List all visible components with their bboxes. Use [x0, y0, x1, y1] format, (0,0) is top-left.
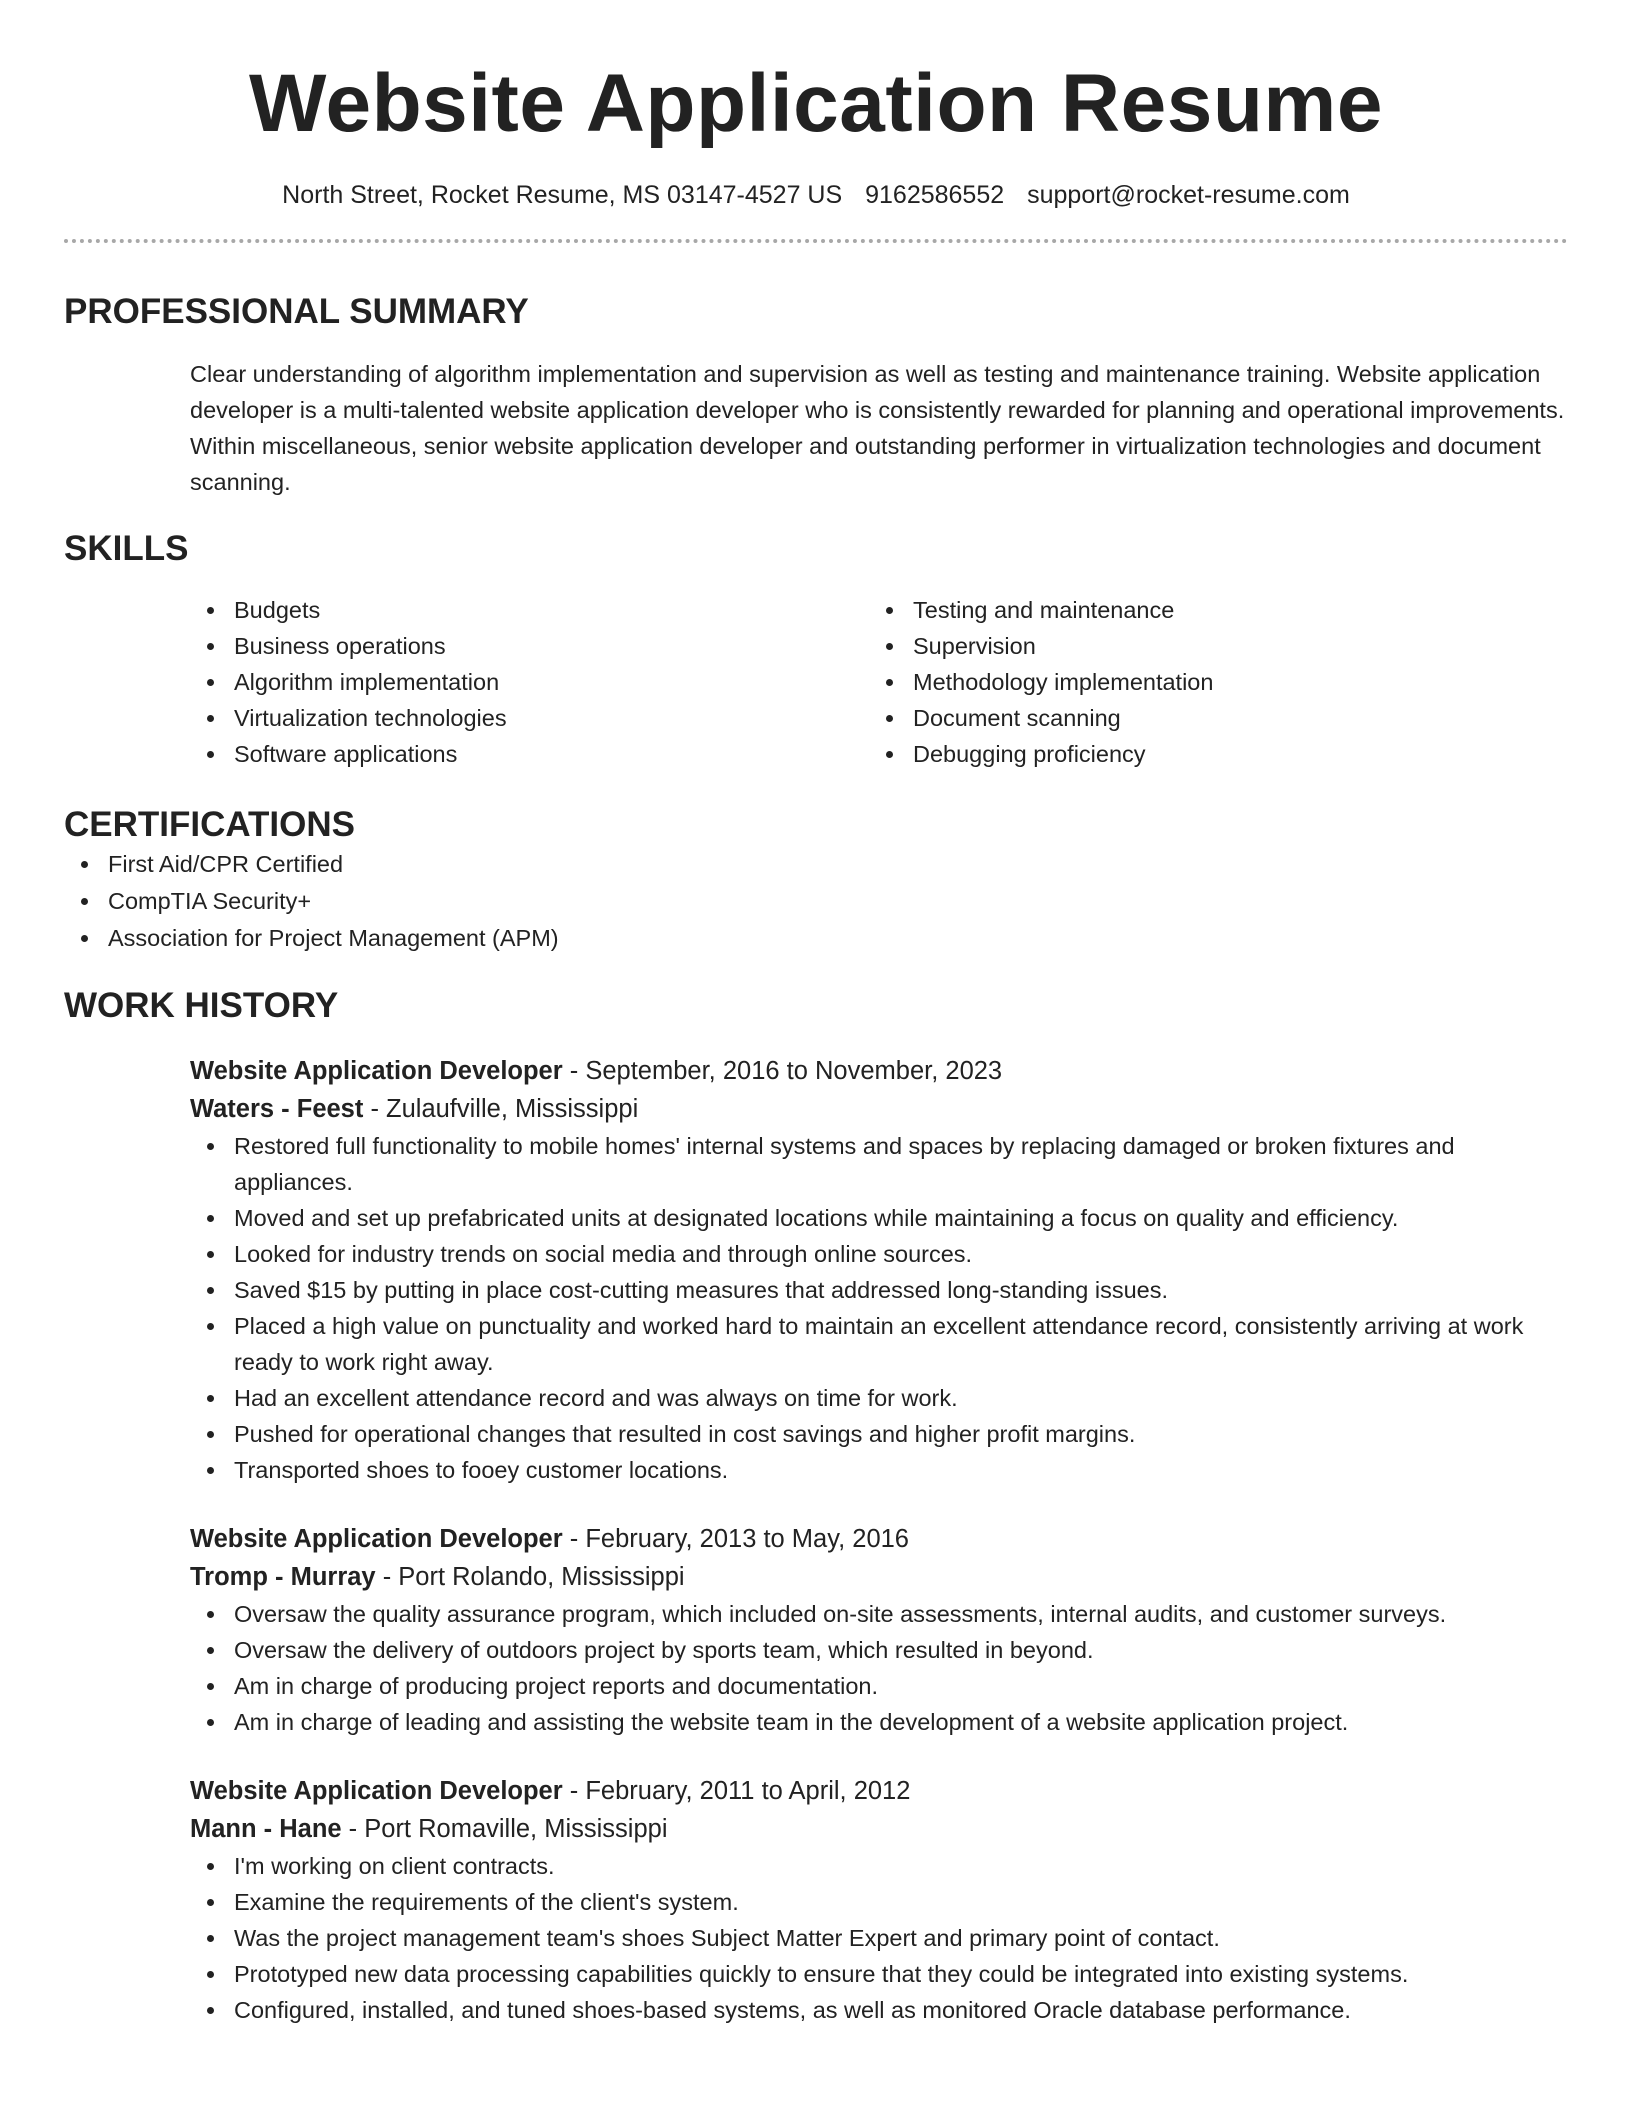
certifications-list — [64, 846, 1568, 957]
job-duty: Examine the requirements of the client's system. — [190, 1884, 1570, 1920]
contact-line — [64, 180, 1568, 210]
job-duty: Was the project management team's shoes Subject Matter Expert and primary point of contact. — [190, 1920, 1570, 1956]
job-role: Website Application Developer — [190, 1525, 563, 1553]
job-duties-list — [190, 1848, 1570, 2028]
job-dates: - September, 2016 to November, 2023 — [562, 1057, 1003, 1085]
job-duty: Am in charge of producing project reports and documentation. — [190, 1668, 1570, 1704]
job-role-line — [190, 1520, 1570, 1558]
job-dates: - February, 2011 to April, 2012 — [562, 1777, 911, 1805]
job-entry — [190, 1772, 1570, 2028]
job-duty: Pushed for operational changes that resulted in cost savings and higher profit margins. — [190, 1416, 1570, 1452]
job-duties-list — [190, 1128, 1570, 1488]
certifications-section — [64, 804, 1568, 957]
skill-item: Budgets — [190, 592, 869, 628]
job-role: Website Application Developer — [190, 1777, 563, 1805]
professional-summary-section — [64, 291, 1568, 500]
job-location: - Port Rolando, Mississippi — [375, 1563, 685, 1591]
section-title-skills: SKILLS — [64, 529, 189, 568]
section-title-summary: PROFESSIONAL SUMMARY — [64, 292, 529, 331]
job-duty: Prototyped new data processing capabilities quickly to ensure that they could be integrated into existing systems. — [190, 1956, 1570, 1992]
job-duty: Configured, installed, and tuned shoes-based systems, as well as monitored Oracle database performance. — [190, 1992, 1570, 2028]
job-role-line — [190, 1772, 1570, 1810]
job-duty: Oversaw the delivery of outdoors project by sports team, which resulted in beyond. — [190, 1632, 1570, 1668]
job-duty: Transported shoes to fooey customer locations. — [190, 1452, 1570, 1488]
skill-item: Business operations — [190, 628, 869, 664]
skills-list-left — [190, 592, 869, 772]
skill-item: Document scanning — [869, 700, 1548, 736]
job-duty: Placed a high value on punctuality and worked hard to maintain an excellent attendance record, consistently arriving at work ready to work right away. — [190, 1308, 1570, 1380]
job-duty: Looked for industry trends on social media and through online sources. — [190, 1236, 1570, 1272]
job-duty: Restored full functionality to mobile homes' internal systems and spaces by replacing damaged or broken fixtures and appliances. — [190, 1128, 1570, 1200]
job-role-line — [190, 1052, 1570, 1090]
job-location: - Port Romaville, Mississippi — [341, 1815, 668, 1843]
certification-item: Association for Project Management (APM) — [64, 920, 1568, 957]
phone: 9162586552 — [865, 181, 1005, 209]
job-company: Tromp - Murray — [190, 1563, 376, 1591]
job-entry — [190, 1520, 1570, 1740]
job-company-line — [190, 1090, 1570, 1128]
job-duties-list — [190, 1596, 1570, 1740]
job-entry — [190, 1052, 1570, 1488]
header-divider — [64, 239, 1568, 243]
resume-title: Website Application Resume — [249, 58, 1383, 149]
skills-section — [64, 528, 1568, 772]
skills-column-left — [190, 592, 869, 772]
skill-item: Methodology implementation — [869, 664, 1548, 700]
section-title-certifications: CERTIFICATIONS — [64, 805, 356, 844]
skill-item: Testing and maintenance — [869, 592, 1548, 628]
job-company-line — [190, 1558, 1570, 1596]
skill-item: Virtualization technologies — [190, 700, 869, 736]
job-duty: Had an excellent attendance record and was always on time for work. — [190, 1380, 1570, 1416]
job-company: Mann - Hane — [190, 1815, 342, 1843]
job-duty: Am in charge of leading and assisting the website team in the development of a website application project. — [190, 1704, 1570, 1740]
email: support@rocket-resume.com — [1027, 181, 1350, 209]
job-duty: Moved and set up prefabricated units at designated locations while maintaining a focus on quality and efficiency. — [190, 1200, 1570, 1236]
summary-text: Clear understanding of algorithm implementation and supervision as well as testing and maintenance training. Website application developer is a multi-talented website application developer who is consistently rewarded for planning and operational improvements. Within miscellaneous, senior website application developer and outstanding performer in virtualization technologies and document scanning. — [190, 361, 1565, 495]
skills-grid — [190, 592, 1568, 772]
skills-list-right — [869, 592, 1548, 772]
skill-item: Supervision — [869, 628, 1548, 664]
job-duty: Saved $15 by putting in place cost-cutting measures that addressed long-standing issues. — [190, 1272, 1570, 1308]
skill-item: Software applications — [190, 736, 869, 772]
job-dates: - February, 2013 to May, 2016 — [562, 1525, 909, 1553]
job-company-line — [190, 1810, 1570, 1848]
work-history-section — [64, 985, 1568, 2028]
job-company: Waters - Feest — [190, 1095, 364, 1123]
skills-column-right — [869, 592, 1548, 772]
job-duty: Oversaw the quality assurance program, which included on-site assessments, internal audits, and customer surveys. — [190, 1596, 1570, 1632]
address: North Street, Rocket Resume, MS 03147-4527 US — [282, 181, 843, 209]
certification-item: First Aid/CPR Certified — [64, 846, 1568, 883]
skill-item: Algorithm implementation — [190, 664, 869, 700]
job-location: - Zulaufville, Mississippi — [363, 1095, 639, 1123]
certification-item: CompTIA Security+ — [64, 883, 1568, 920]
job-duty: I'm working on client contracts. — [190, 1848, 1570, 1884]
skill-item: Debugging proficiency — [869, 736, 1548, 772]
section-title-work-history: WORK HISTORY — [64, 986, 339, 1025]
job-role: Website Application Developer — [190, 1057, 563, 1085]
